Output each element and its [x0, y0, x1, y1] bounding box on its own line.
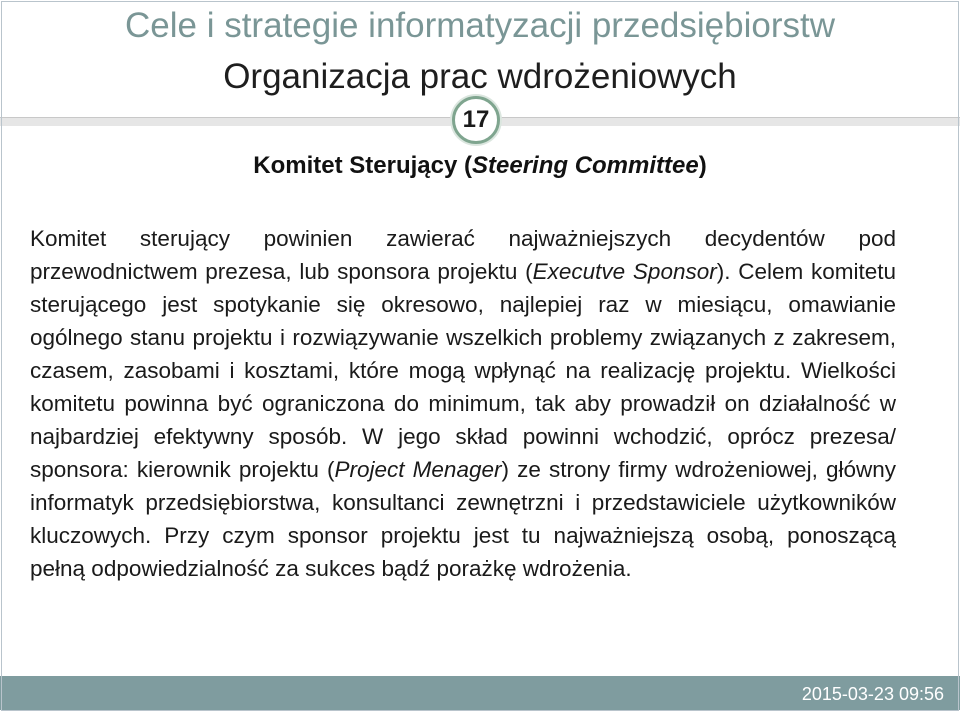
body-sentence-4: W jego skład powinni wchodzić, oprócz prezesa/ sponsora: kierownik projektu (: [30, 424, 896, 482]
slide-title: Cele i strategie informatyzacji przedsiębiorstw: [125, 6, 835, 45]
slide-subtitle: Organizacja prac wdrożeniowych: [223, 57, 737, 96]
body-sentence-5: Przy czym sponsor projektu jest tu najważniejszą osobą, ponoszącą pełną odpowiedzialność za sukces bądź porażkę wdrożenia.: [30, 523, 896, 581]
section-heading-text: Komitet Sterujący (: [253, 152, 472, 179]
section-heading-italic: Steering Committee: [472, 152, 699, 179]
slide-frame: [1, 1, 959, 711]
section-heading-close: ): [698, 152, 707, 179]
footer-timestamp: 2015-03-23 09:56: [801, 684, 944, 704]
body-sentence-1: Komitet sterujący powinien zawierać najważniejszych decydentów pod przewodnictwem prezesa, lub sponsora projektu (: [30, 226, 896, 284]
page-number-badge: 17: [452, 96, 500, 144]
body-sentence-1-end: ).: [716, 259, 731, 284]
body-term-executive-sponsor: Executve Sponsor: [532, 259, 717, 284]
body-sentence-4-end: ) ze strony firmy wdrożeniowej, główny informatyk przedsiębiorstwa, konsultanci zewnętrzni i przedstawiciele użytkowników kluczowych.: [30, 457, 896, 548]
body-sentence-3: Wielkości komitetu powinna być ograniczona do minimum, tak aby prowadził on działalność w najbardziej efektywny sposób.: [30, 358, 897, 449]
body-term-project-manager: Project Menager: [334, 457, 502, 482]
body-sentence-2: Celem komitetu sterującego jest spotykanie się okresowo, najlepiej raz w miesiącu, omawianie ogólnego stanu projektu i rozwiązywanie wszelkich problemy związanych z zakresem, czasem, zasobami i kosztami, które mogą wpłynąć na realizację projektu.: [30, 259, 896, 383]
